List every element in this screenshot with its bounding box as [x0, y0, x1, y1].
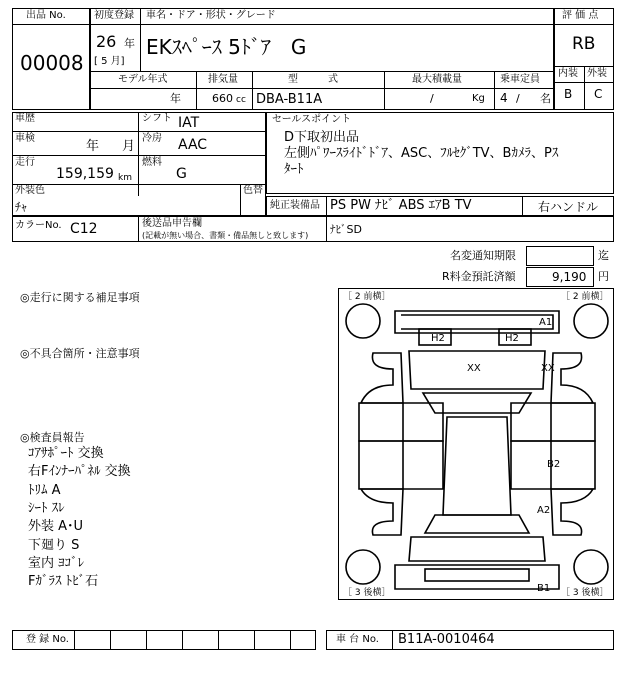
registration-label: 登 録 No.: [26, 634, 69, 645]
change-deadline-label: 名変通知期限: [450, 249, 516, 262]
corner-label-front-right: ［ 2 前横］: [561, 292, 609, 302]
car-diagram: [338, 288, 614, 600]
color-no-label: カラーNo.: [15, 220, 62, 231]
driving-remarks-title: ◎走行に関する補足事項: [20, 291, 140, 304]
sales-line-1: D下取初出品: [284, 130, 360, 145]
first-reg-label: 初度登録: [94, 10, 134, 21]
exterior-grade: C: [594, 87, 603, 101]
details-box: [12, 112, 266, 216]
color-label: 外装色: [15, 185, 45, 196]
first-reg-year: 26: [96, 32, 117, 51]
history-label: 車歴: [15, 113, 35, 124]
inspector-line-2: 右Fｲﾝﾅｰﾊﾟﾈﾙ 交換: [28, 464, 131, 479]
inspector-line-1: ｺｱｻﾎﾟｰﾄ 交換: [28, 446, 104, 461]
ac-value: AAC: [178, 137, 208, 153]
sales-label: セールスポイント: [272, 114, 352, 125]
mileage-label: 走行: [15, 157, 35, 168]
capacity-unit: 名: [540, 92, 551, 105]
color-no-box: [12, 216, 614, 242]
inspector-line-5: 外装 A･U: [28, 519, 84, 534]
inspector-line-7: 室内 ﾖｺﾞﾚ: [28, 556, 85, 571]
shift-value: IAT: [178, 115, 200, 131]
mileage-unit: km: [118, 173, 132, 183]
inspector-line-4: ｼｰﾄ ｽﾚ: [28, 501, 65, 516]
inspector-line-3: ﾄﾘﾑ A: [28, 483, 61, 498]
shift-label: シフト: [142, 113, 172, 124]
damage-mark-h2-right: H2: [505, 333, 519, 344]
capacity-value: 4: [500, 91, 508, 105]
eval-score: RB: [572, 34, 596, 54]
model-year-unit: 年: [170, 92, 181, 105]
car-diagram-drawing: [339, 289, 614, 600]
type-label: 型 式: [288, 74, 338, 85]
car-name-label: 車名・ドア・形状・グレード: [146, 10, 276, 21]
fuel-value: G: [176, 166, 187, 182]
corner-label-rear-right: ［ 3 後横］: [561, 588, 609, 598]
max-load-unit: Kg: [472, 93, 485, 104]
inspector-line-8: Fｶﾞﾗｽ ﾄﾋﾞ石: [28, 574, 99, 589]
change-deadline-field: [526, 246, 594, 266]
post-value: ﾅﾋﾞSD: [330, 223, 362, 236]
damage-mark-a2: A2: [537, 505, 551, 516]
lot-number: 00008: [20, 51, 84, 75]
displacement-value: 660: [212, 92, 233, 105]
color-change-label: 色替: [243, 185, 263, 196]
sales-line-3: ﾀｰﾄ: [284, 162, 304, 177]
damage-mark-xx-hood: XX: [467, 363, 481, 374]
inspection-year: 年: [86, 139, 100, 154]
inspector-line-6: 下廻り S: [28, 538, 80, 553]
ac-label: 冷房: [142, 133, 162, 144]
defects-title: ◎不具合箇所・注意事項: [20, 347, 140, 360]
color-no-value: C12: [70, 221, 98, 237]
recycle-value: 9,190: [552, 270, 587, 284]
type-value: DBA-B11A: [256, 92, 323, 107]
chassis-number: B11A-0010464: [398, 632, 495, 647]
first-reg-month: [ 5 月]: [94, 56, 125, 67]
equipment-label: 純正装備品: [270, 200, 320, 211]
damage-mark-b2: B2: [547, 459, 561, 470]
inspection-month: 月: [122, 139, 136, 154]
max-load-sep: /: [430, 92, 434, 105]
corner-label-rear-left: ［ 3 後横］: [343, 588, 391, 598]
interior-grade: B: [564, 87, 573, 101]
post-label: 後送品申告欄: [142, 218, 202, 229]
car-name: EKｽﾍﾟｰｽ 5ﾄﾞｱ G: [146, 35, 307, 59]
damage-mark-b1: B1: [537, 583, 551, 594]
max-load-label: 最大積載量: [412, 74, 462, 85]
inspection-label: 車検: [15, 133, 35, 144]
year-unit: 年: [124, 37, 135, 50]
displacement-label: 排気量: [208, 74, 238, 85]
mileage-value: 159,159: [56, 166, 114, 182]
interior-label: 内装: [558, 68, 578, 79]
damage-mark-a1: A1: [539, 317, 553, 328]
exterior-label: 外装: [587, 68, 607, 79]
chassis-label: 車 台 No.: [336, 634, 379, 645]
displacement-unit: cc: [236, 95, 246, 105]
model-year-label: モデル年式: [118, 74, 168, 85]
lot-label: 出品 No.: [26, 10, 66, 21]
change-deadline-unit: 迄: [598, 249, 609, 262]
inspector-title: ◎検査員報告: [20, 431, 85, 444]
post-note: (記載が無い場合、書類・備品無しと致します): [142, 231, 309, 240]
eval-label: 評 価 点: [562, 10, 599, 21]
color-value: ﾁｬ: [15, 200, 28, 214]
handle-value: 右ハンドル: [538, 200, 599, 214]
capacity-label: 乗車定員: [500, 74, 540, 85]
fuel-label: 燃料: [142, 157, 162, 168]
recycle-unit: 円: [598, 270, 609, 283]
equipment-value: PS PW ﾅﾋﾞ ABS ｴｱB TV: [330, 198, 472, 213]
damage-mark-h2-left: H2: [431, 333, 445, 344]
recycle-label: R料金預託済額: [442, 270, 516, 283]
corner-label-front-left: ［ 2 前横］: [343, 292, 391, 302]
sales-line-2: 左側ﾊﾟﾜｰｽﾗｲﾄﾞﾄﾞｱ、ASC、ﾌﾙｾｸﾞTV、Bｶﾒﾗ、Pｽ: [284, 146, 559, 161]
damage-mark-xx-fender: XX: [541, 363, 555, 374]
capacity-sep: /: [516, 92, 520, 105]
